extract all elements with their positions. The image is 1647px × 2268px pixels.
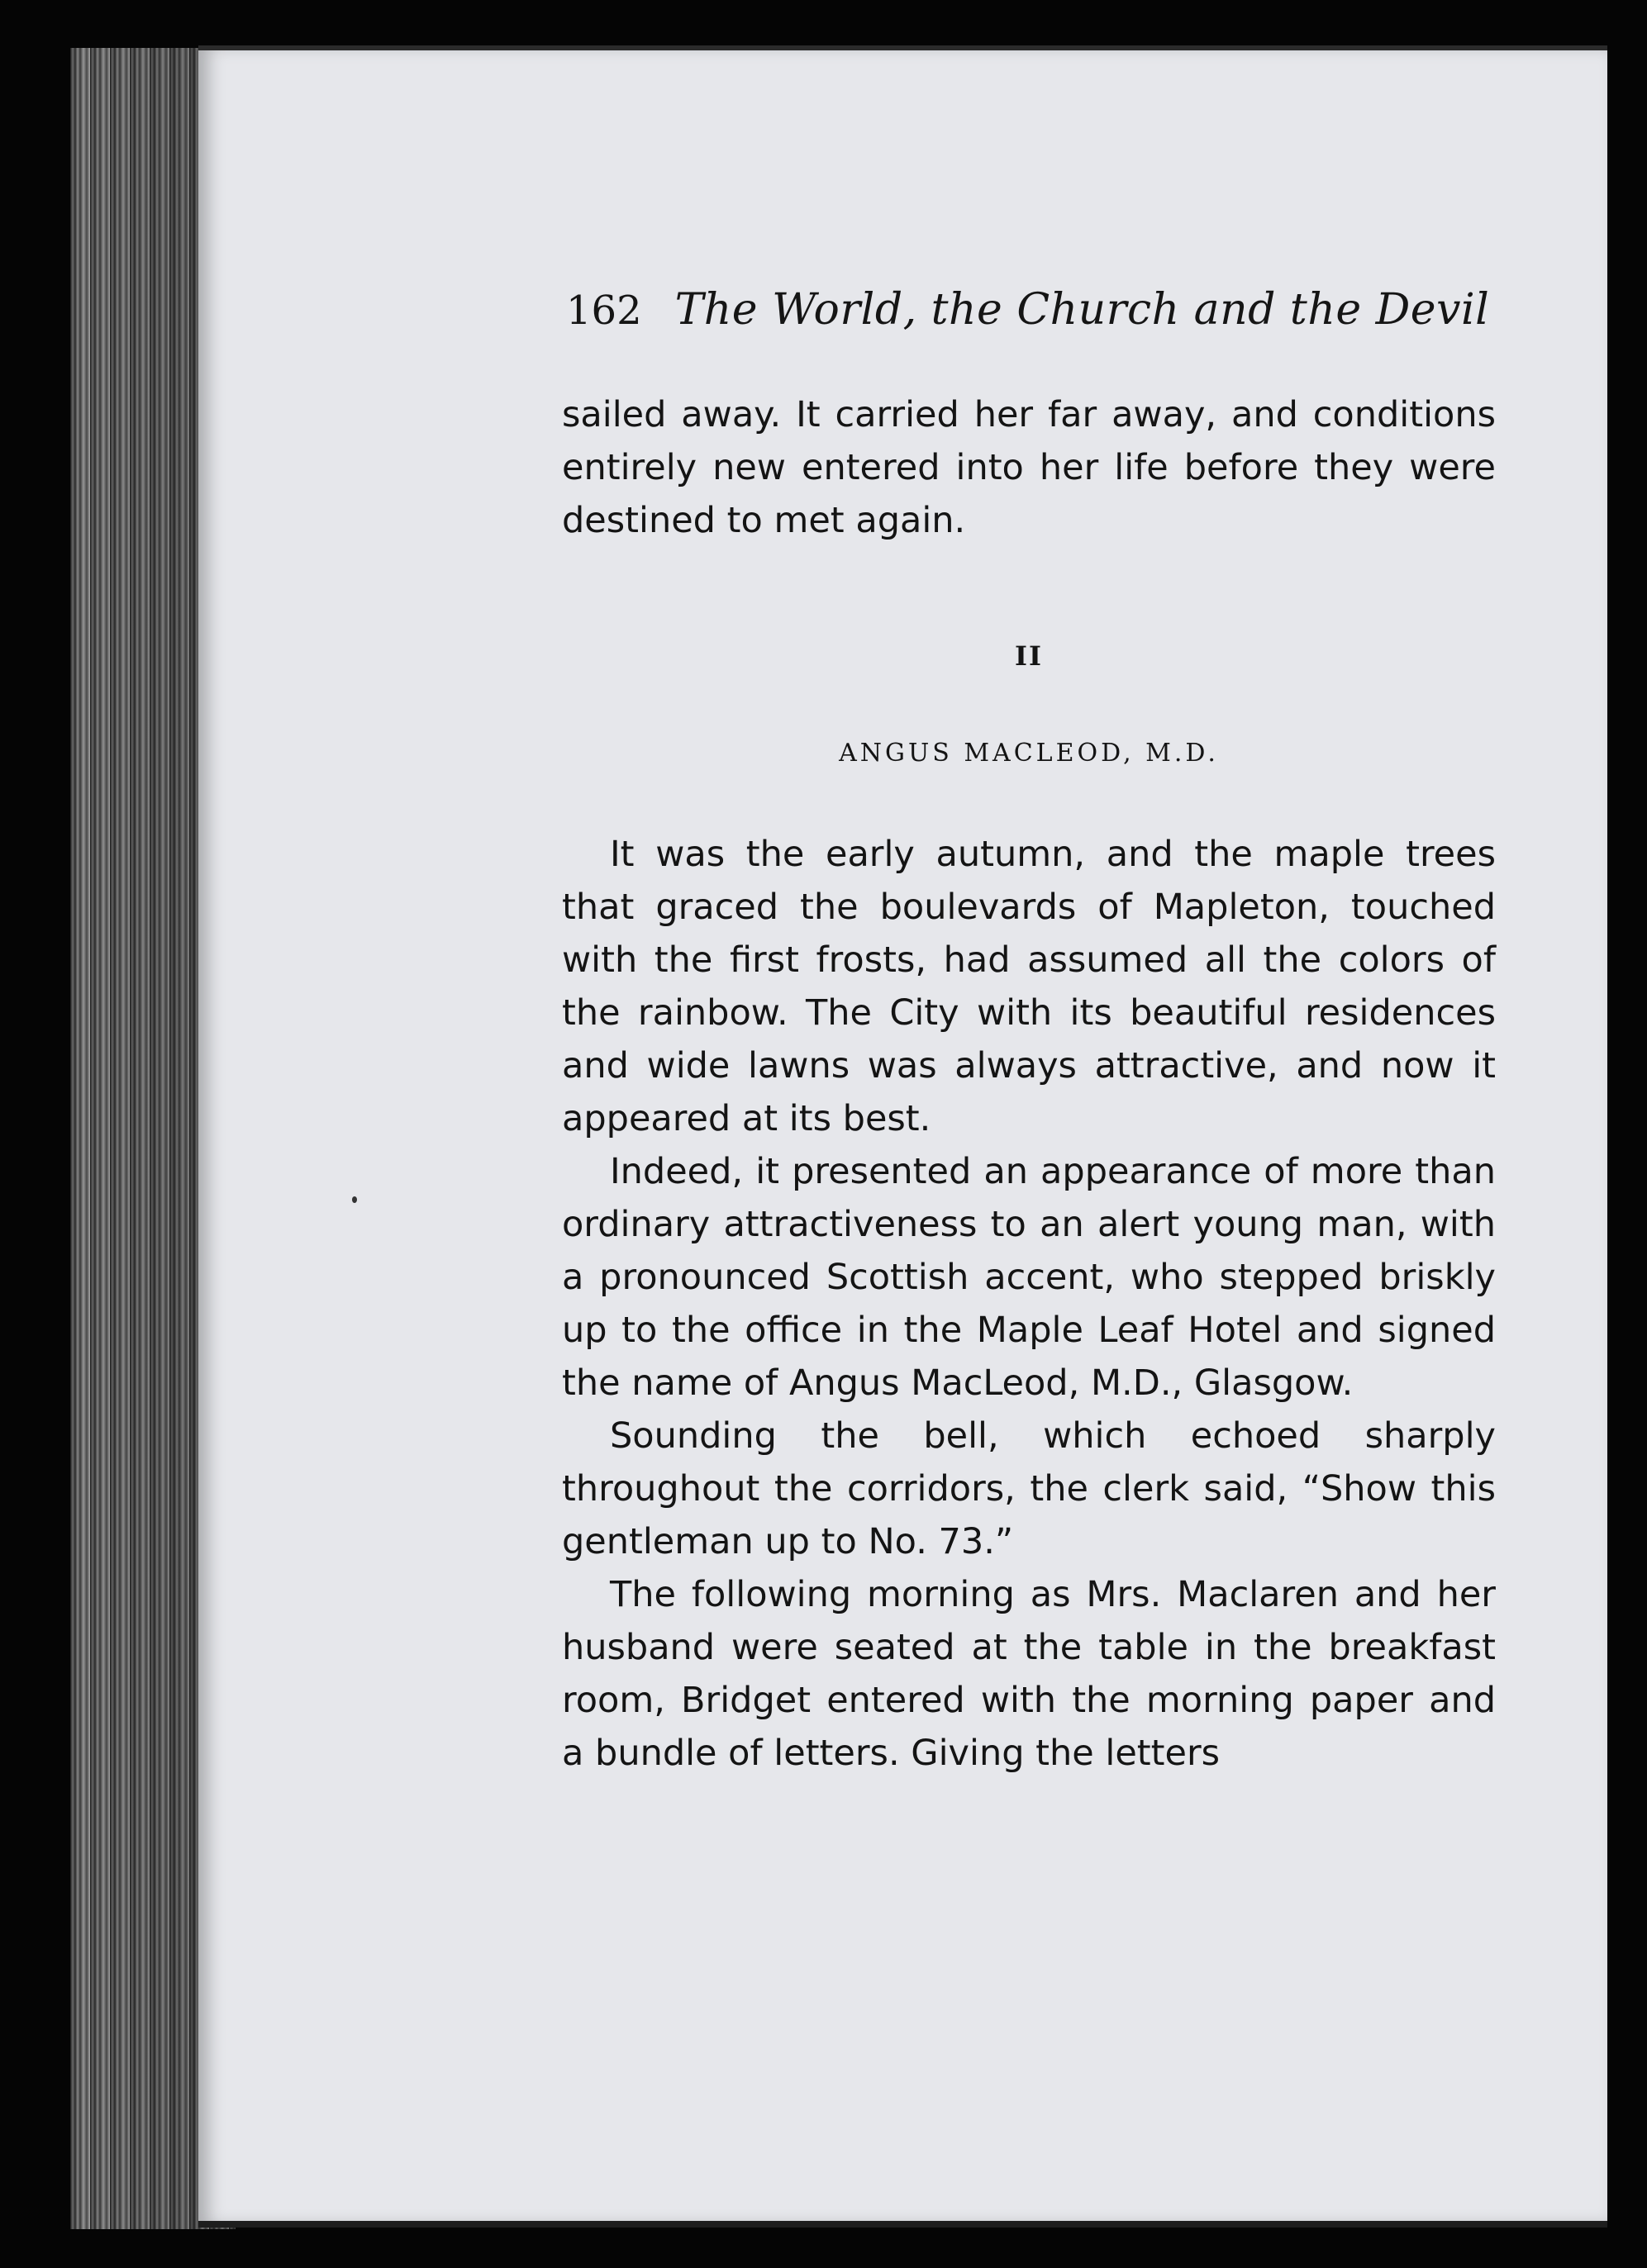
page-top-edge	[198, 45, 1607, 50]
page-number: 162	[566, 288, 642, 334]
paragraph: Indeed, it presented an appearance of more than ordinary attractiveness to an alert young man, with a pronounced Scottish accent, who stepped briskly up to the office in the Maple Leaf Hotel and signed the name of Angus MacLeod, M.D., Glasgow.	[562, 1151, 1496, 1404]
paragraph: Sounding the bell, which echoed sharply throughout the corridors, the clerk said, “Show this gentleman up to No. 73.”	[562, 1415, 1496, 1562]
opening-paragraph: sailed away. It carried her far away, and conditions entirely new entered into her life before they were destined to met again.	[562, 394, 1496, 541]
text-block	[562, 388, 1496, 1780]
paper-speck	[352, 1196, 357, 1203]
book-title: The World, the Church and the Devil	[674, 285, 1490, 335]
running-head	[566, 285, 1492, 351]
section-number: II	[1015, 640, 1043, 672]
section-title: ANGUS MACLEOD, M.D.	[839, 739, 1219, 768]
page-bottom-edge	[198, 2221, 1607, 2228]
paragraph: It was the early autumn, and the maple trees that graced the boulevards of Mapleton, touched with the first frosts, had assumed all the colors of the rainbow. The City with its beautiful residences and wide lawns was always attractive, and now it appeared at its best.	[562, 834, 1496, 1139]
paragraph: The following morning as Mrs. Maclaren and her husband were seated at the table in the breakfast room, Bridget entered with the morning paper and a bundle of letters. Giving the letters	[562, 1574, 1496, 1774]
